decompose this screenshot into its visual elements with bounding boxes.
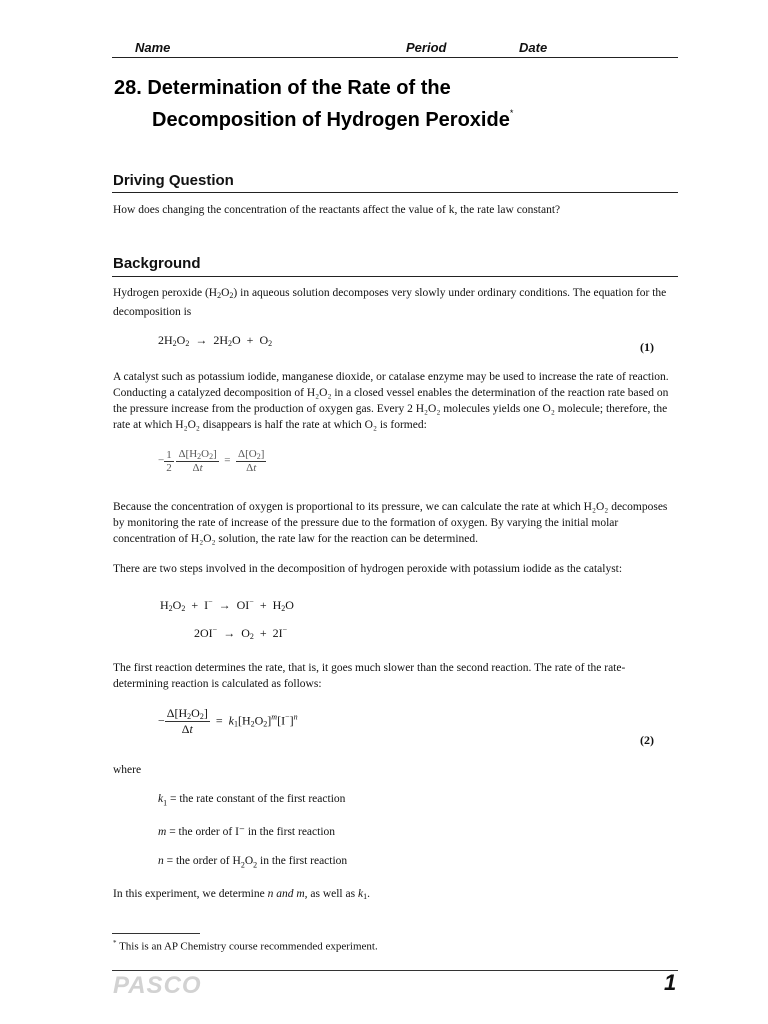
rate-relation-equation: − $\frac{1}{2}$ $\frac{\Delta[H_2O_2]}{\Delta t}$ = $\frac{\Delta[O_2]}{\Delta t}$ — [158, 448, 265, 474]
title-line-2: Decomposition of Hydrogen Peroxide — [152, 109, 510, 131]
background-rule — [112, 276, 678, 277]
footer-rule — [112, 970, 678, 971]
page-number: 1 — [664, 970, 677, 995]
date-label: Date — [519, 40, 548, 55]
title-footnote-mark: * — [509, 108, 514, 118]
equation-2: − $\frac{\Delta[H_2O_2]}{\Delta t}$ = $k_1[H_2O_2]^m[I^-]^n$ — [158, 706, 298, 736]
final-statement: In this experiment, we determine n and m, as well as $k_1$. — [113, 888, 370, 901]
driving-question-text: How does changing the concentration of the reactants affect the value of k, the rate law constant? — [113, 204, 561, 216]
header-rule — [112, 57, 678, 58]
background-paragraph-1: Hydrogen peroxide $(H_2O_2)$ in aqueous solution decomposes very slowly under ordinary conditions. The equation for the decomposition is — [113, 287, 667, 318]
background-paragraph-4: There are two steps involved in the decomposition of hydrogen peroxide with potassium iodide as the catalyst: — [113, 563, 623, 575]
name-label: Name — [135, 40, 171, 55]
equation-2-number: (2) — [640, 733, 654, 747]
driving-question-heading: Driving Question — [113, 172, 234, 189]
page-title — [114, 76, 674, 133]
title-line-1: 28. Determination of the Rate of the — [114, 77, 451, 99]
background-paragraph-3: Because the concentration of oxygen is proportional to its pressure, we can calculate the rate at which H₂O₂ decomposes by monitoring the rate of increase of the pressure due to the formation of oxygen. By varying the initial molar concentration of H₂O₂ solution, the rate law for the reaction can be determined. — [113, 501, 668, 545]
where-label: where — [113, 764, 142, 776]
k1-definition: $k_1$ = the rate constant of the first reaction — [158, 793, 346, 808]
background-heading: Background — [113, 255, 201, 272]
n-definition: n = the order of $H_2O_2$ in the first reaction — [158, 855, 348, 870]
mechanism-step-1: $H_2O_2 + I^- \to OI^- + H_2O$ — [160, 597, 294, 613]
footnote: * This is an AP Chemistry course recommended experiment. — [113, 939, 378, 953]
background-paragraph-5: The first reaction determines the rate, that is, it goes much slower than the second reaction. The rate of the rate-determining reaction is calculated as follows: — [113, 662, 626, 690]
pasco-logo: PASCO — [113, 972, 202, 999]
period-label: Period — [406, 40, 447, 55]
m-definition: m = the order of I⁻ in the first reaction — [158, 826, 336, 838]
equation-1: $2H_2O_2 \to 2H_2O + O_2$ — [158, 333, 273, 348]
driving-question-rule — [112, 192, 678, 193]
mechanism-step-2: $2OI^- \to O_2 + 2I^-$ — [194, 625, 288, 641]
equation-1-number: (1) — [640, 340, 654, 354]
footnote-rule — [112, 933, 200, 934]
background-paragraph-2: A catalyst such as potassium iodide, manganese dioxide, or catalase enzyme may be used to increase the rate of reaction. Conducting a catalyzed decomposition of H₂O₂ in a closed vessel enables the determination of the reaction rate based on the pressure increase from the production of oxygen gas. Every 2 H₂O₂ molecules yields one O₂ molecule; therefore, the rate at which H₂O₂ disappears is half the rate at which O₂ is formed: — [113, 371, 669, 431]
